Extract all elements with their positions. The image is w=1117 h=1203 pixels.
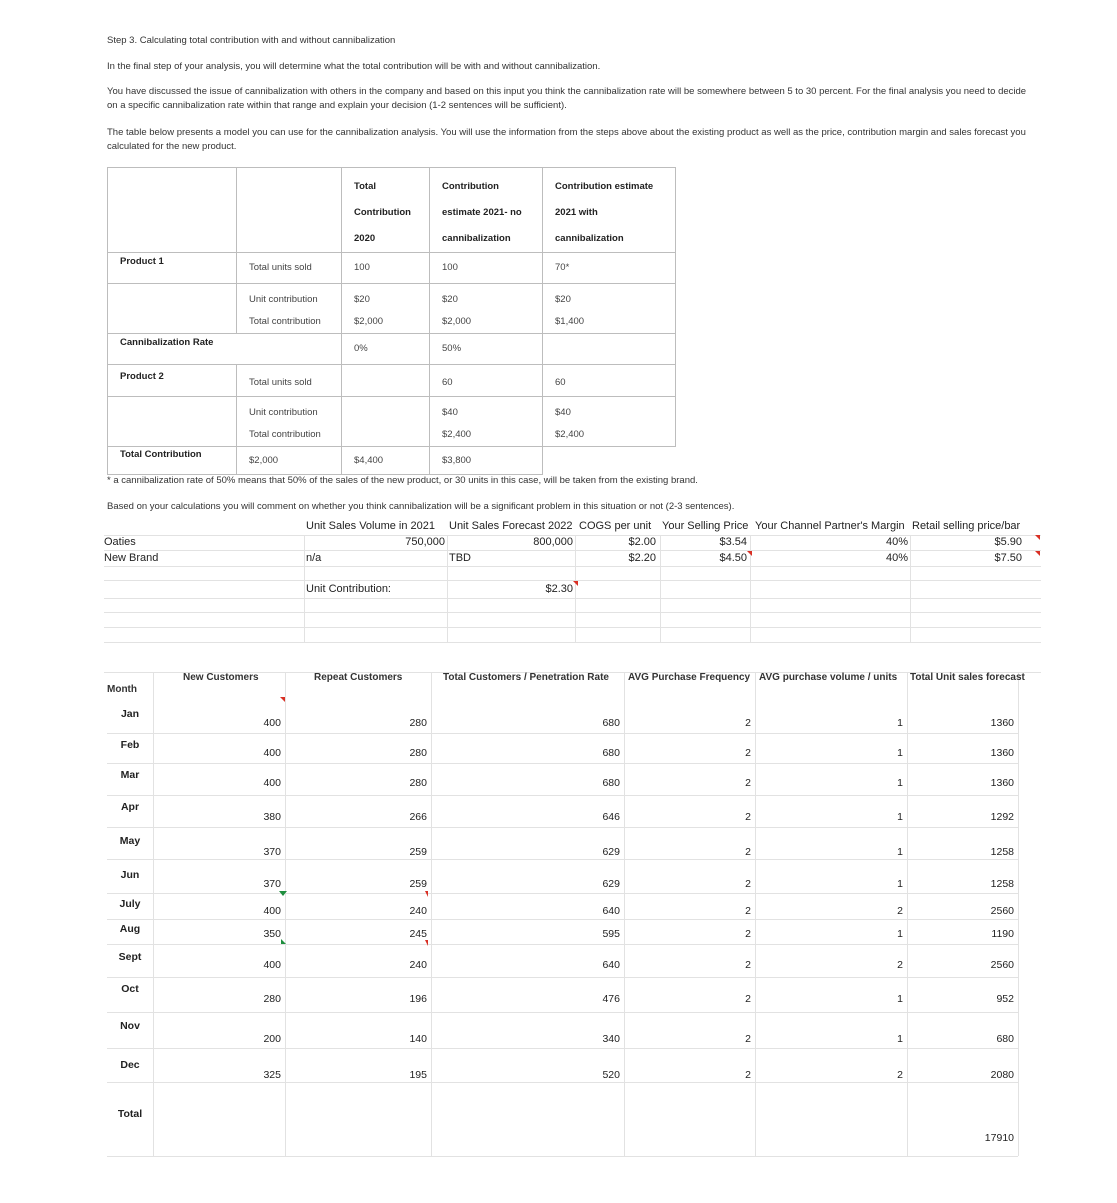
unit-sales-forecast-cell: 1258 [990, 846, 1014, 858]
total-blank [543, 447, 676, 475]
intro-paragraph-2: You have discussed the issue of cannibalization with others in the company and based on this input you think the cannibalization rate will be somewhere between 5 to 30 percent. For the final analysis you need to decide on a specific cannibalization rate within that range and explain your decision (1-2 sentences will be sufficient). [107, 86, 1027, 111]
oaties-retail-price: $5.90 [994, 536, 1022, 548]
month-label: Apr [120, 801, 140, 813]
repeat-customers-cell: 140 [409, 1033, 427, 1045]
comment-flag-icon[interactable] [425, 891, 428, 897]
p1-units-with-cannib: 70* [543, 253, 676, 284]
p2-units-label: Total units sold [237, 365, 342, 397]
purchase-volume-cell: 1 [897, 846, 903, 858]
hdr-channel-margin: Your Channel Partner's Margin [755, 520, 905, 532]
month-label: Mar [120, 769, 140, 781]
row-divider [107, 944, 1018, 945]
unit-sales-forecast-cell: 2560 [990, 905, 1014, 917]
p1-contrib-no-cannib: $20 $2,000 [430, 284, 543, 334]
new-customers-cell: 380 [263, 811, 281, 823]
p2-units-no-cannib: 60 [430, 365, 543, 397]
header-blank-2 [237, 168, 342, 253]
p2-contrib-2020 [342, 397, 430, 447]
total-customers-cell: 595 [602, 928, 620, 940]
unit-sales-forecast-cell: 680 [996, 1033, 1014, 1045]
unit-sales-forecast-cell: 2080 [990, 1069, 1014, 1081]
p1-units-label: Total units sold [237, 253, 342, 284]
row-divider [107, 733, 1018, 734]
hdr-retail-price: Retail selling price/bar [912, 520, 1021, 532]
month-label: May [119, 835, 141, 847]
purchase-frequency-cell: 2 [745, 846, 751, 858]
purchase-volume-cell: 1 [897, 811, 903, 823]
header-no-cannibalization: Contribution estimate 2021- no cannibalization [430, 168, 543, 253]
total-customers-cell: 476 [602, 993, 620, 1005]
p1-units-no-cannib: 100 [430, 253, 543, 284]
repeat-customers-cell: 259 [409, 846, 427, 858]
month-label: July [119, 898, 141, 910]
oaties-channel-margin: 40% [885, 536, 908, 548]
new-customers-cell: 400 [263, 717, 281, 729]
repeat-customers-cell: 280 [409, 717, 427, 729]
month-label: Aug [119, 923, 141, 935]
repeat-customers-cell: 240 [409, 959, 427, 971]
row-divider [107, 1048, 1018, 1049]
header-with-cannibalization: Contribution estimate 2021 with cannibalization [543, 168, 676, 253]
purchase-frequency-cell: 2 [745, 717, 751, 729]
month-label: Jan [120, 708, 140, 720]
new-brand-selling-price: $4.50 [719, 552, 747, 564]
repeat-customers-cell: 196 [409, 993, 427, 1005]
month-label: Jun [120, 869, 140, 881]
total-forecast-value: 17910 [984, 1132, 1014, 1144]
unit-sales-forecast-cell: 1190 [991, 928, 1014, 940]
unit-sales-forecast-cell: 2560 [990, 959, 1014, 971]
comment-flag-icon[interactable] [280, 697, 285, 702]
p2-units-2020 [342, 365, 430, 397]
p1-contrib-with-cannib: $20 $1,400 [543, 284, 676, 334]
new-brand-forecast-2022: TBD [449, 552, 471, 564]
total-customers-cell: 340 [602, 1033, 620, 1045]
p2-contrib-no-cannib: $40 $2,400 [430, 397, 543, 447]
intro-paragraph-3: The table below presents a model you can use for the cannibalization analysis. You will use the information from the steps above about the existing product as well as the price, contribution margin and sales forecast you calculated for the new product. [107, 127, 1026, 152]
new-brand-channel-margin: 40% [885, 552, 908, 564]
total-contribution-label: Total Contribution [108, 447, 237, 475]
new-customers-cell: 280 [263, 993, 281, 1005]
new-customers-cell: 400 [263, 777, 281, 789]
comment-flag-icon[interactable] [573, 581, 578, 586]
hdr-total-unit-sales-forecast: Total Unit sales forecast [910, 672, 1025, 683]
new-brand-retail-price: $7.50 [994, 552, 1022, 564]
hdr-repeat-customers: Repeat Customers [314, 672, 403, 683]
repeat-customers-cell: 266 [409, 811, 427, 823]
new-customers-cell: 350 [263, 928, 281, 940]
oaties-cogs: $2.00 [628, 536, 656, 548]
purchase-frequency-cell: 2 [745, 777, 751, 789]
comment-flag-icon[interactable] [1035, 535, 1040, 540]
month-label: Nov [120, 1020, 140, 1032]
hdr-total-customers: Total Customers / Penetration Rate [443, 672, 609, 683]
row-divider [107, 827, 1018, 828]
total-customers-cell: 629 [602, 846, 620, 858]
total-customers-cell: 640 [602, 959, 620, 971]
new-customers-cell: 325 [263, 1069, 281, 1081]
new-brand-sales-2021: n/a [306, 552, 322, 564]
contribution-table [107, 167, 676, 475]
row-divider [107, 795, 1018, 796]
new-customers-cell: 400 [263, 747, 281, 759]
hdr-avg-purchase-frequency: AVG Purchase Frequency [628, 672, 751, 683]
green-flag-icon[interactable] [281, 939, 286, 944]
total-customers-cell: 629 [602, 878, 620, 890]
purchase-frequency-cell: 2 [745, 905, 751, 917]
total-customers-cell: 520 [602, 1069, 620, 1081]
p1-contrib-2020: $20 $2,000 [342, 284, 430, 334]
cannib-rate-2020: 0% [342, 334, 430, 365]
unit-sales-forecast-cell: 1258 [990, 878, 1014, 890]
cannib-rate-with [543, 334, 676, 365]
hdr-unit-sales-2021: Unit Sales Volume in 2021 [306, 520, 436, 532]
row-divider [107, 893, 1018, 894]
p1-units-2020: 100 [342, 253, 430, 284]
hdr-cogs: COGS per unit [579, 520, 652, 532]
p2-contrib-with-cannib: $40 $2,400 [543, 397, 676, 447]
p2-blank [108, 397, 237, 447]
green-flag-icon[interactable] [279, 891, 287, 896]
purchase-volume-cell: 1 [897, 777, 903, 789]
p2-units-with-cannib: 60 [543, 365, 676, 397]
row-divider [107, 1082, 1018, 1083]
p2-contrib-labels: Unit contribution Total contribution [237, 397, 342, 447]
purchase-frequency-cell: 2 [745, 993, 751, 1005]
row-divider [107, 977, 1018, 978]
total-customers-cell: 680 [602, 717, 620, 729]
oaties-sales-2021: 750,000 [405, 536, 445, 548]
total-contribution-col3: $4,400 [342, 447, 430, 475]
purchase-frequency-cell: 2 [745, 1069, 751, 1081]
purchase-volume-cell: 2 [897, 905, 903, 917]
purchase-frequency-cell: 2 [745, 928, 751, 940]
unit-contribution-label: Unit Contribution: [306, 583, 391, 595]
hdr-month: Month [107, 684, 137, 695]
repeat-customers-cell: 245 [409, 928, 427, 940]
hdr-selling-price: Your Selling Price [662, 520, 749, 532]
row-new-brand-name: New Brand [104, 552, 159, 564]
comment-flag-icon[interactable] [747, 551, 752, 556]
month-label: Feb [120, 739, 140, 751]
unit-sales-forecast-cell: 1360 [990, 717, 1014, 729]
footnote: * a cannibalization rate of 50% means that 50% of the sales of the new product, or 30 units in this case, will be taken from the existing brand. [107, 475, 698, 486]
header-total-contribution-2020: Total Contribution 2020 [342, 168, 430, 253]
month-label: Dec [120, 1059, 140, 1071]
new-customers-cell: 200 [263, 1033, 281, 1045]
purchase-frequency-cell: 2 [745, 747, 751, 759]
unit-sales-forecast-cell: 1360 [990, 777, 1014, 789]
purchase-volume-cell: 1 [897, 1033, 903, 1045]
purchase-frequency-cell: 2 [745, 878, 751, 890]
purchase-frequency-cell: 2 [745, 1033, 751, 1045]
repeat-customers-cell: 280 [409, 747, 427, 759]
purchase-volume-cell: 2 [897, 1069, 903, 1081]
purchase-volume-cell: 2 [897, 959, 903, 971]
new-customers-cell: 400 [263, 905, 281, 917]
total-customers-cell: 646 [602, 811, 620, 823]
repeat-customers-cell: 280 [409, 777, 427, 789]
row-divider [107, 919, 1018, 920]
hdr-avg-purchase-volume: AVG purchase volume / units [759, 672, 898, 683]
total-contribution-col4: $3,800 [430, 447, 543, 475]
unit-sales-forecast-cell: 1292 [990, 811, 1014, 823]
total-label: Total [117, 1108, 143, 1120]
purchase-frequency-cell: 2 [745, 959, 751, 971]
unit-sales-forecast-cell: 1360 [990, 747, 1014, 759]
month-label: Oct [121, 983, 139, 995]
header-blank-1 [108, 168, 237, 253]
comment-flag-icon[interactable] [1035, 551, 1040, 556]
intro-paragraph-1: In the final step of your analysis, you will determine what the total contribution will be with and without cannibalization. [107, 61, 601, 72]
purchase-volume-cell: 1 [897, 747, 903, 759]
row-divider [107, 763, 1018, 764]
total-contribution-col2: $2,000 [237, 447, 342, 475]
row-divider [107, 1012, 1018, 1013]
new-customers-cell: 370 [263, 846, 281, 858]
step-title: Step 3. Calculating total contribution with and without cannibalization [107, 35, 396, 46]
hdr-unit-sales-forecast-2022: Unit Sales Forecast 2022 [449, 520, 573, 532]
month-label: Sept [118, 951, 142, 963]
comment-instruction: Based on your calculations you will comment on whether you think cannibalization will be a significant problem in this situation or not (2-3 sentences). [107, 501, 735, 512]
unit-sales-forecast-cell: 952 [996, 993, 1014, 1005]
repeat-customers-cell: 195 [409, 1069, 427, 1081]
total-customers-cell: 680 [602, 777, 620, 789]
row-divider [107, 859, 1018, 860]
row-oaties-name: Oaties [104, 536, 136, 548]
total-customers-cell: 680 [602, 747, 620, 759]
p1-contrib-labels: Unit contribution Total contribution [237, 284, 342, 334]
oaties-forecast-2022: 800,000 [533, 536, 573, 548]
unit-contribution-value: $2.30 [545, 583, 573, 595]
purchase-volume-cell: 1 [897, 878, 903, 890]
new-customers-cell: 370 [263, 878, 281, 890]
total-customers-cell: 640 [602, 905, 620, 917]
new-customers-cell: 400 [263, 959, 281, 971]
p1-blank [108, 284, 237, 334]
purchase-volume-cell: 1 [897, 717, 903, 729]
cannib-rate-2021: 50% [430, 334, 543, 365]
comment-flag-icon[interactable] [425, 940, 428, 946]
repeat-customers-cell: 259 [409, 878, 427, 890]
hdr-new-customers: New Customers [183, 672, 259, 683]
purchase-volume-cell: 1 [897, 993, 903, 1005]
new-brand-cogs: $2.20 [628, 552, 656, 564]
purchase-frequency-cell: 2 [745, 811, 751, 823]
oaties-selling-price: $3.54 [719, 536, 747, 548]
product-2-label: Product 2 [108, 365, 237, 397]
purchase-volume-cell: 1 [897, 928, 903, 940]
product-1-label: Product 1 [108, 253, 237, 284]
cannibalization-rate-label: Cannibalization Rate [108, 334, 342, 365]
repeat-customers-cell: 240 [409, 905, 427, 917]
